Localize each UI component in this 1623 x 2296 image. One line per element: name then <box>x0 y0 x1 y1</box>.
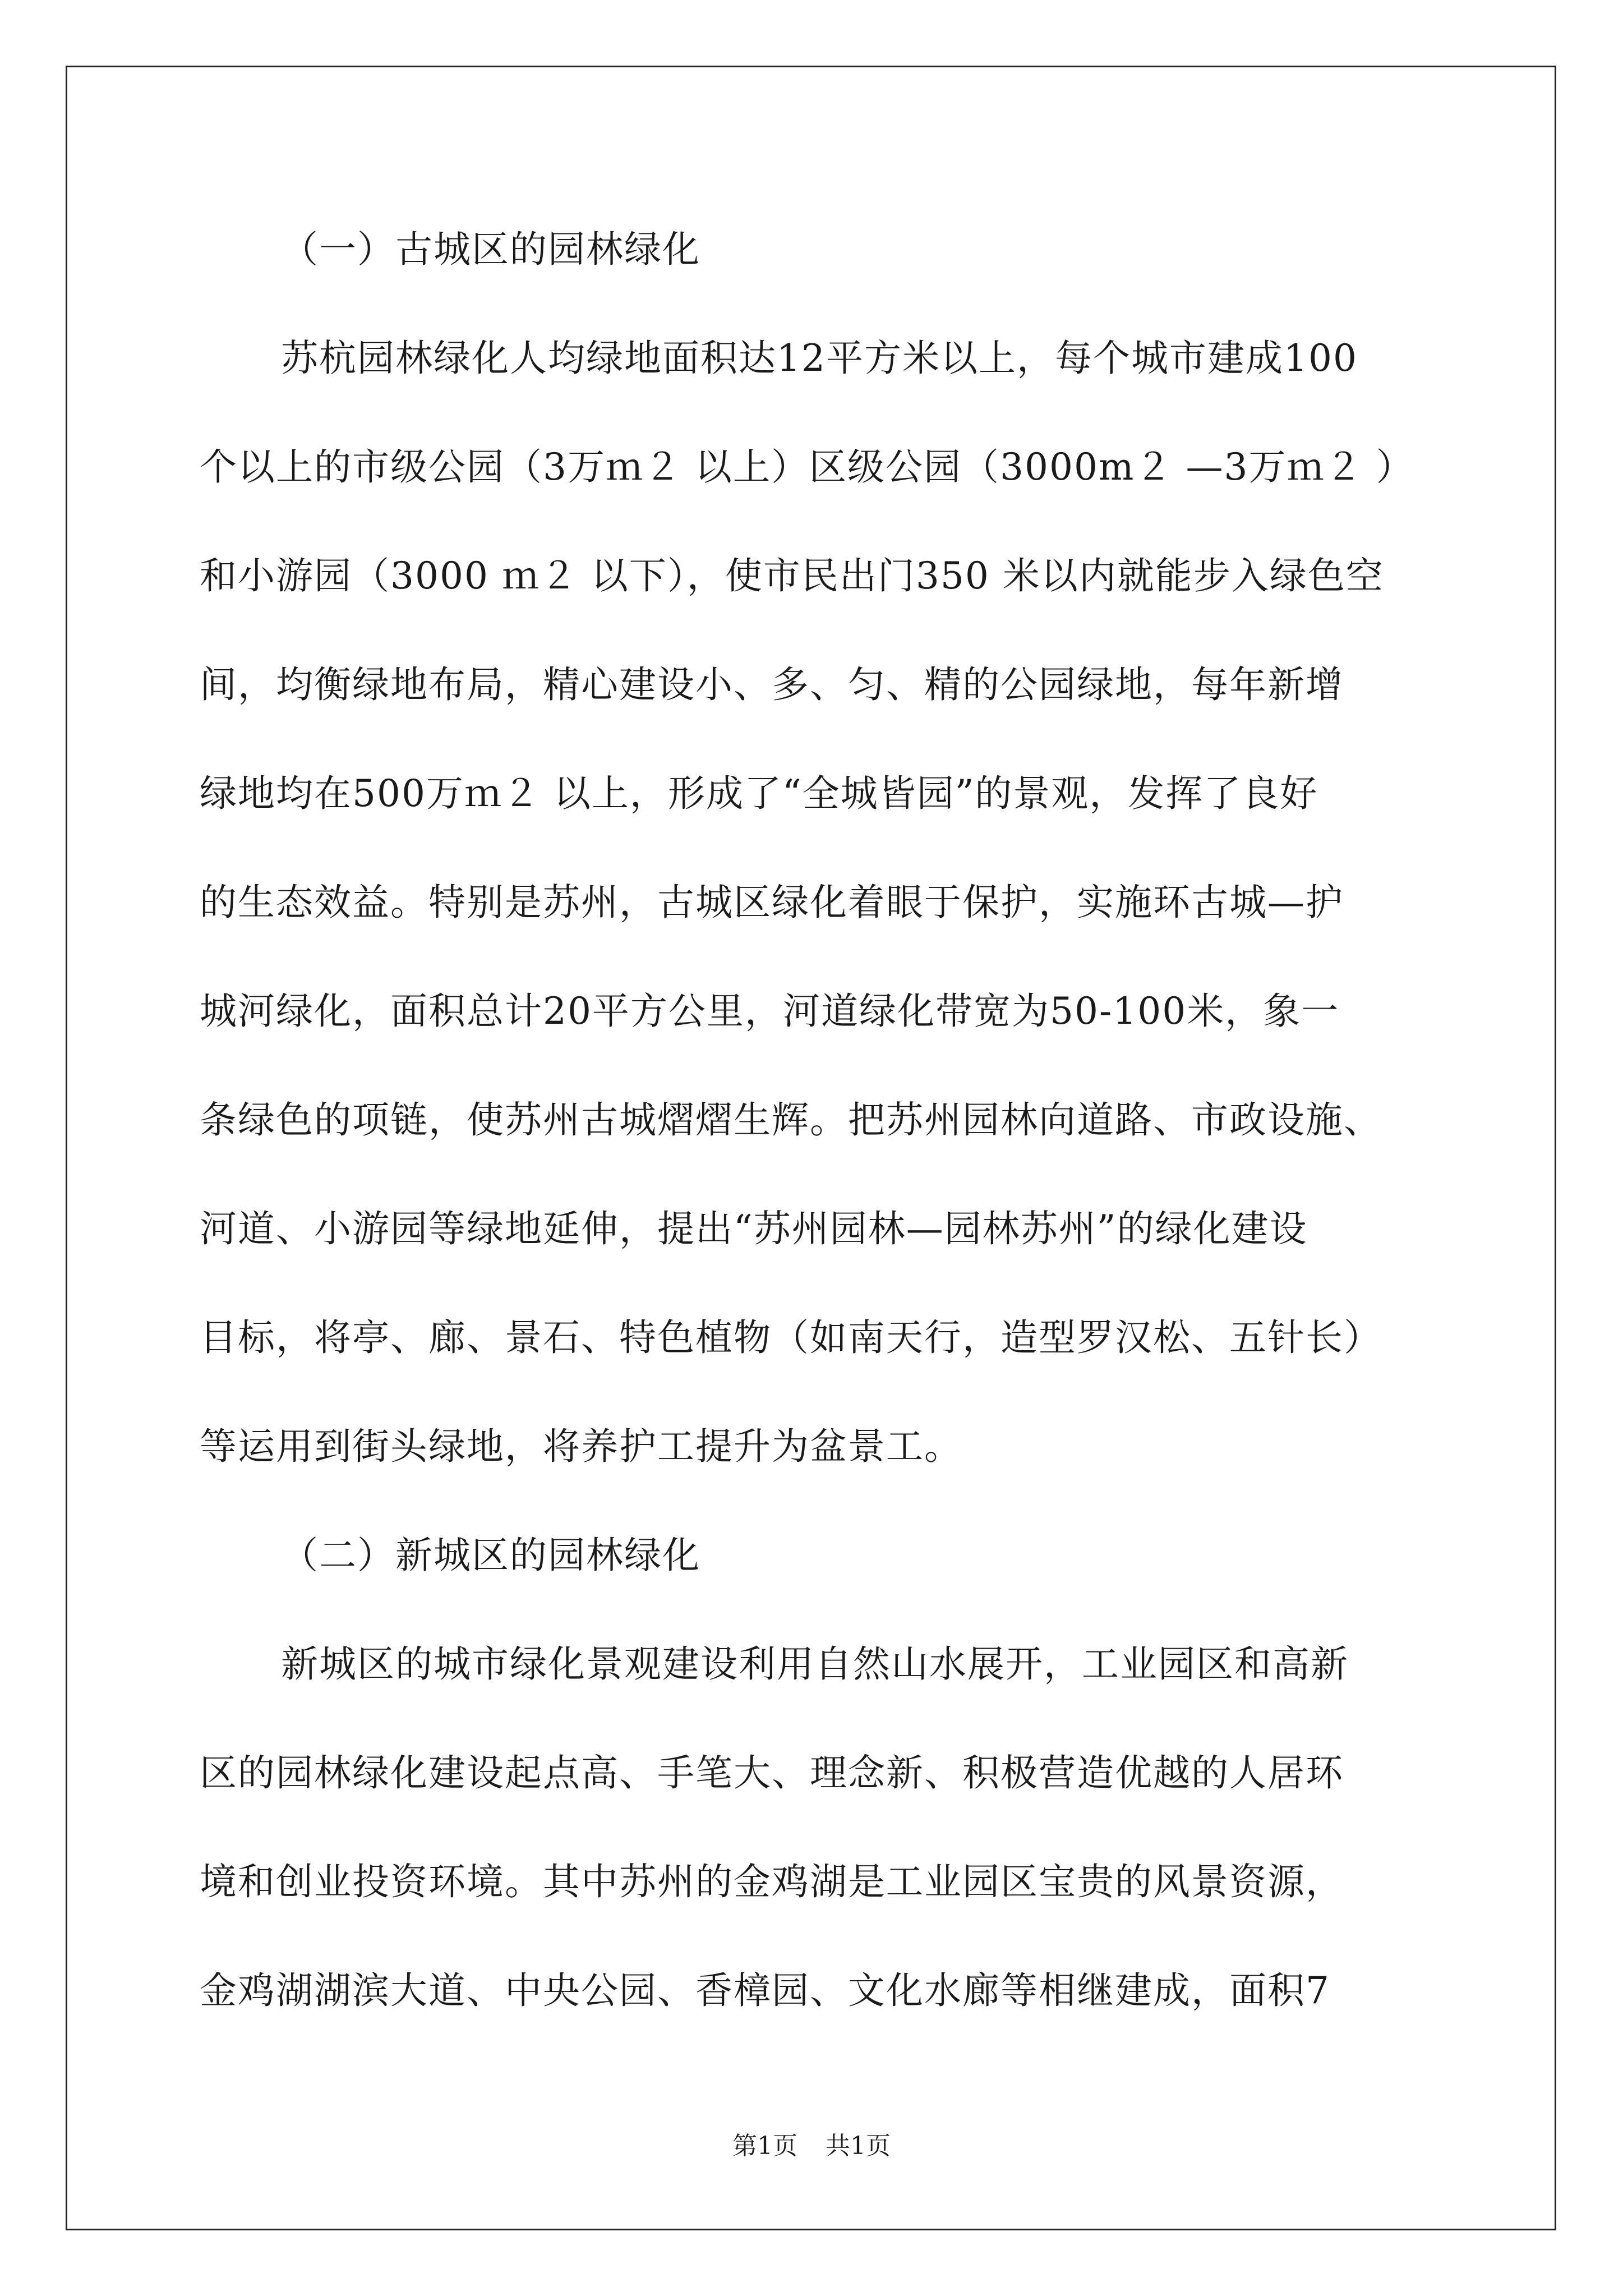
paragraph-line: 和小游园（3000 ｍ２ 以下），使市民出门350 米以内就能步入绿色空 <box>200 554 1384 597</box>
paragraph-line: 间，均衡绿地布局，精心建设小、多、匀、精的公园绿地，每年新增 <box>200 663 1344 706</box>
paragraph-line: 河道、小游园等绿地延伸，提出“苏州园林—园林苏州”的绿化建设 <box>200 1207 1308 1250</box>
paragraph-line: 绿地均在500万ｍ２ 以上，形成了“全城皆园”的景观，发挥了良好 <box>200 772 1318 815</box>
paragraph-line: 目标，将亭、廊、景石、特色植物（如南天行，造型罗汉松、五针长） <box>200 1316 1382 1359</box>
section-heading: （二）新城区的园林绿化 <box>281 1534 700 1577</box>
paragraph-line: 个以上的市级公园（3万ｍ２ 以上）区级公园（3000m２ —3万ｍ２ ） <box>200 445 1414 489</box>
paragraph-line: 等运用到街头绿地，将养护工提升为盆景工。 <box>200 1425 962 1468</box>
page-number-current: 第1页 <box>732 2132 797 2160</box>
paragraph-line: 新城区的城市绿化景观建设利用自然山水展开，工业园区和高新 <box>281 1642 1349 1686</box>
page-footer <box>0 2129 1623 2163</box>
page-number-total: 共1页 <box>826 2132 891 2160</box>
paragraph-line: 的生态效益。特别是苏州，古城区绿化着眼于保护，实施环古城—护 <box>200 881 1344 924</box>
paragraph-line: 条绿色的项链，使苏州古城熠熠生辉。把苏州园林向道路、市政设施、 <box>200 1098 1382 1142</box>
document-body <box>200 210 1445 2060</box>
paragraph-line: 境和创业投资环境。其中苏州的金鸡湖是工业园区宝贵的风景资源， <box>200 1860 1344 1903</box>
paragraph-line: 区的园林绿化建设起点高、手笔大、理念新、积极营造优越的人居环 <box>200 1751 1344 1795</box>
paragraph-line: 苏杭园林绿化人均绿地面积达12平方米以上，每个城市建成100 <box>281 337 1358 380</box>
paragraph-line: 金鸡湖湖滨大道、中央公园、香樟园、文化水廊等相继建成，面积7 <box>200 1969 1330 2012</box>
paragraph-line: 城河绿化，面积总计20平方公里，河道绿化带宽为50-100米，象一 <box>200 990 1340 1033</box>
section-heading: （一）古城区的园林绿化 <box>281 228 700 271</box>
